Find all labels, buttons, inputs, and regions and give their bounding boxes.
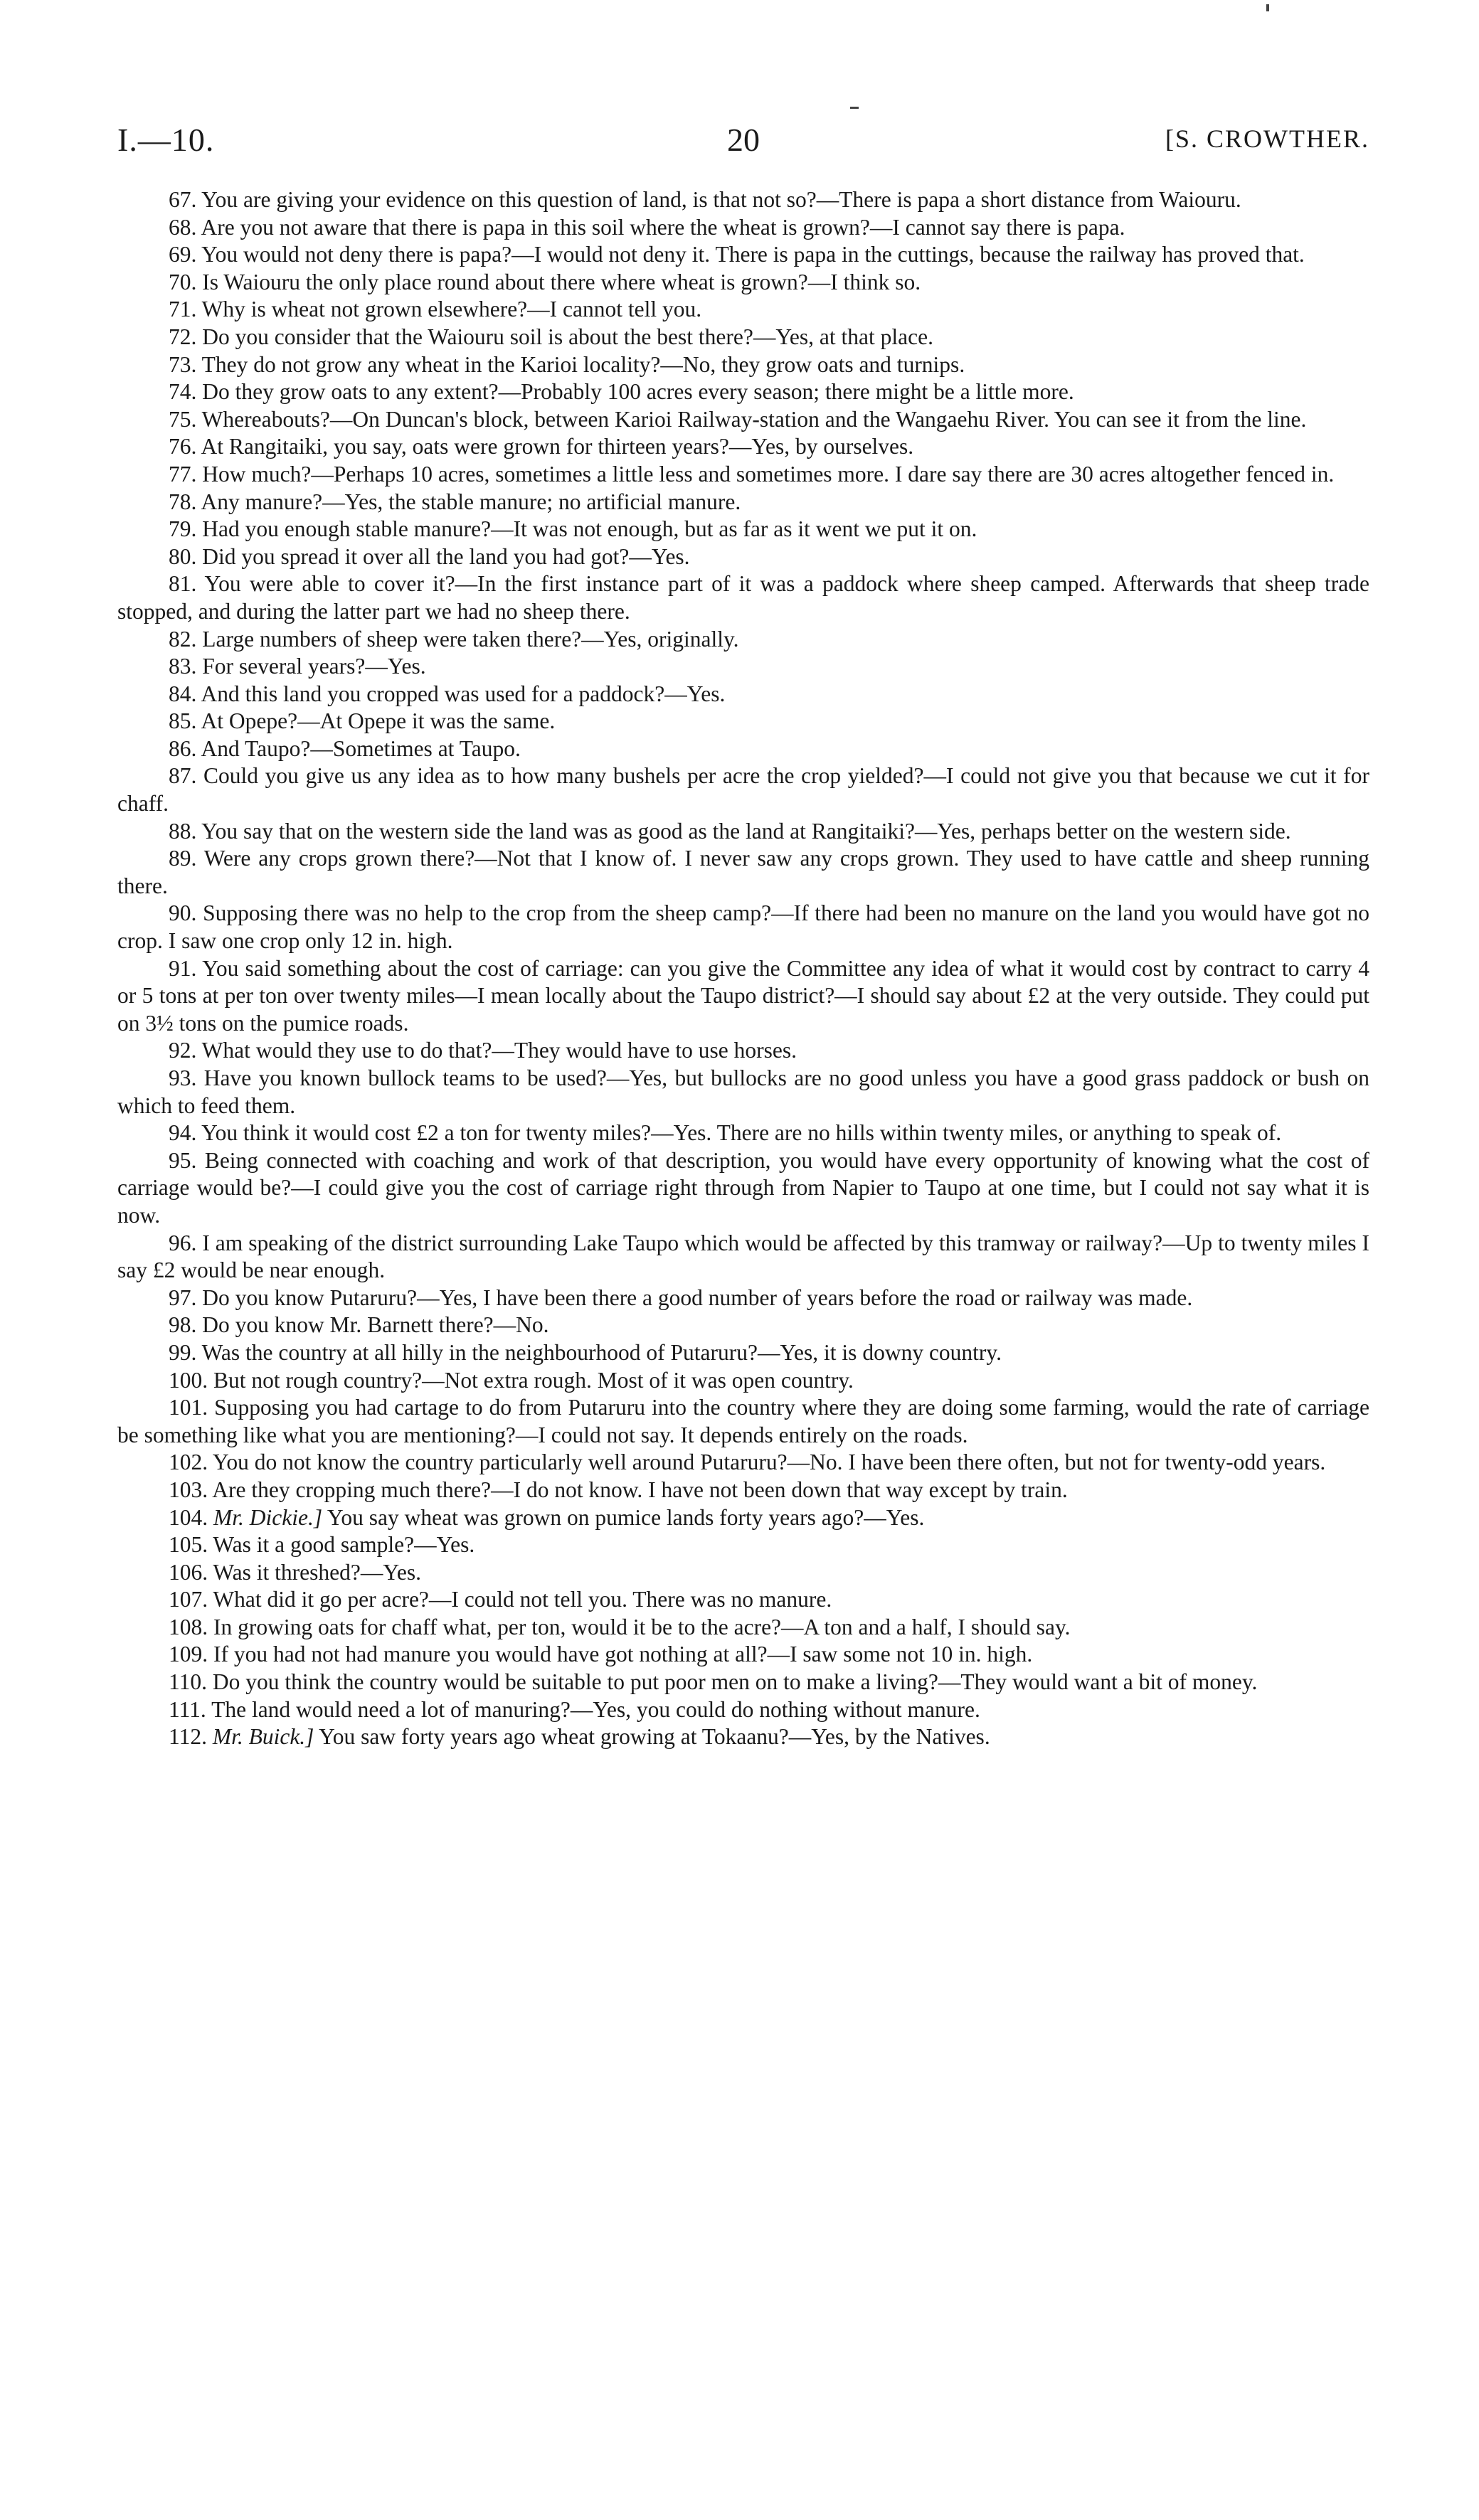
question-74: 74. Do they grow oats to any extent?—Probably 100 acres every season; there might be a little more. [169,379,1074,405]
question-98: 98. Do you know Mr. Barnett there?—No. [169,1312,549,1338]
question-84: 84. And this land you cropped was used for a paddock?—Yes. [169,681,726,706]
question-88: 88. You say that on the western side the land was as good as the land at Rangitaiki?—Yes, perhaps better on the western side. [169,818,1291,844]
question-92: 92. What would they use to do that?—They would have to use horses. [169,1038,797,1063]
question-text: You say wheat was grown on pumice lands forty years ago?—Yes. [327,1504,925,1530]
question-number: 112. [169,1724,207,1750]
question-100: 100. But not rough country?—Not extra rough. Most of it was open country. [169,1367,854,1393]
question-67: 67. You are giving your evidence on this question of land, is that not so?—There is papa a short distance from Waiouru. [169,187,1241,212]
question-72: 72. Do you consider that the Waiouru soil is about the best there?—Yes, at that place. [169,324,933,349]
question-90: 90. Supposing there was no help to the crop from the sheep camp?—If there had been no manure on the land you would have got no crop. I saw one crop only 12 in. high. [117,900,1369,954]
scan-speck [1266,4,1269,11]
question-76: 76. At Rangitaiki, you say, oats were grown for thirteen years?—Yes, by ourselves. [169,434,914,459]
question-99: 99. Was the country at all hilly in the neighbourhood of Putaruru?—Yes, it is downy country. [169,1339,1002,1365]
question-101: 101. Supposing you had cartage to do from Putaruru into the country where they are doing some farming, would the rate of carriage be something like what you are mentioning?—I could not say. It depends entirely on the roads. [117,1395,1369,1447]
question-104 [117,1504,1369,1532]
question-103: 103. Are they cropping much there?—I do not know. I have not been down that way except by train. [169,1477,1068,1502]
question-109: 109. If you had not had manure you would have got nothing at all?—I saw some not 10 in. high. [169,1642,1033,1667]
question-108: 108. In growing oats for chaff what, per ton, would it be to the acre?—A ton and a half, I should say. [169,1614,1071,1639]
page-content [117,121,1369,1751]
question-73: 73. They do not grow any wheat in the Karioi locality?—No, they grow oats and turnips. [169,351,965,377]
paper-reference: I.—10. [117,122,215,158]
question-107: 107. What did it go per acre?—I could not tell you. There was no manure. [169,1587,832,1612]
question-110: 110. Do you think the country would be suitable to put poor men on to make a living?—They would want a bit of money. [169,1669,1258,1695]
questioner-name: Mr. Buick.] [212,1724,314,1750]
questioner-name: Mr. Dickie.] [213,1504,323,1530]
question-68: 68. Are you not aware that there is papa in this soil where the wheat is grown?—I cannot say there is papa. [169,214,1125,240]
question-91: 91. You said something about the cost of carriage: can you give the Committee any idea of what it would cost by contract to carry 4 or 5 tons at per ton over twenty miles—I mean locally about the Taupo district?—I should say about £2 at the very outside. They could put on 3½ tons on the pumice roads. [117,955,1369,1036]
question-text: You saw forty years ago wheat growing at Tokaanu?—Yes, by the Natives. [319,1724,990,1750]
question-83: 83. For several years?—Yes. [169,654,426,679]
question-71: 71. Why is wheat not grown elsewhere?—I cannot tell you. [169,297,702,322]
question-89: 89. Were any crops grown there?—Not that I know of. I never saw any crops grown. They used to have cattle and sheep running there. [117,846,1369,898]
question-number: 104. [169,1504,208,1530]
question-82: 82. Large numbers of sheep were taken there?—Yes, originally. [169,626,739,652]
question-86: 86. And Taupo?—Sometimes at Taupo. [169,735,521,761]
question-75: 75. Whereabouts?—On Duncan's block, between Karioi Railway-station and the Wangaehu River. You can see it from the line. [169,406,1307,432]
question-77: 77. How much?—Perhaps 10 acres, sometimes a little less and sometimes more. I dare say there are 30 acres altogether fenced in. [169,461,1335,487]
question-93: 93. Have you known bullock teams to be used?—Yes, but bullocks are no good unless you have a good grass paddock or bush on which to feed them. [117,1065,1369,1118]
page-header [117,121,1369,171]
question-69: 69. You would not deny there is papa?—I would not deny it. There is papa in the cuttings, because the railway has proved that. [169,242,1305,267]
question-79: 79. Had you enough stable manure?—It was not enough, but as far as it went we put it on. [169,516,977,542]
question-97: 97. Do you know Putaruru?—Yes, I have been there a good number of years before the road or railway was made. [169,1285,1193,1310]
question-96: 96. I am speaking of the district surrounding Lake Taupo which would be affected by this tramway or railway?—Up to twenty miles I say £2 would be near enough. [117,1230,1369,1283]
question-106: 106. Was it threshed?—Yes. [169,1559,422,1585]
question-95: 95. Being connected with coaching and work of that description, you would have every opportunity of knowing what the cost of carriage would be?—I could give you the cost of carriage right through from Napier to Taupo at one time, but I could not say what it is now. [117,1147,1369,1228]
question-102: 102. You do not know the country particularly well around Putaruru?—No. I have been there often, but not for twenty-odd years. [169,1450,1326,1475]
page-number: 20 [727,122,760,158]
question-111: 111. The land would need a lot of manuring?—Yes, you could do nothing without manure. [169,1696,980,1722]
question-112 [117,1723,1369,1751]
witness-name: [S. CROWTHER. [1165,124,1369,153]
question-80: 80. Did you spread it over all the land you had got?—Yes. [169,543,690,569]
question-94: 94. You think it would cost £2 a ton for twenty miles?—Yes. There are no hills within twenty miles, or anything to speak of. [169,1120,1282,1146]
scan-speck [850,107,859,109]
question-105: 105. Was it a good sample?—Yes. [169,1532,475,1558]
question-81: 81. You were able to cover it?—In the first instance part of it was a paddock where sheep camped. Afterwards that sheep trade stopped, and during the latter part we had no sheep there. [117,571,1369,624]
question-78: 78. Any manure?—Yes, the stable manure; no artificial manure. [169,489,741,514]
question-70: 70. Is Waiouru the only place round about there where wheat is grown?—I think so. [169,269,921,294]
testimony-body [117,186,1369,1751]
question-87: 87. Could you give us any idea as to how many bushels per acre the crop yielded?—I could not give you that because we cut it for chaff. [117,763,1369,817]
question-85: 85. At Opepe?—At Opepe it was the same. [169,708,556,734]
